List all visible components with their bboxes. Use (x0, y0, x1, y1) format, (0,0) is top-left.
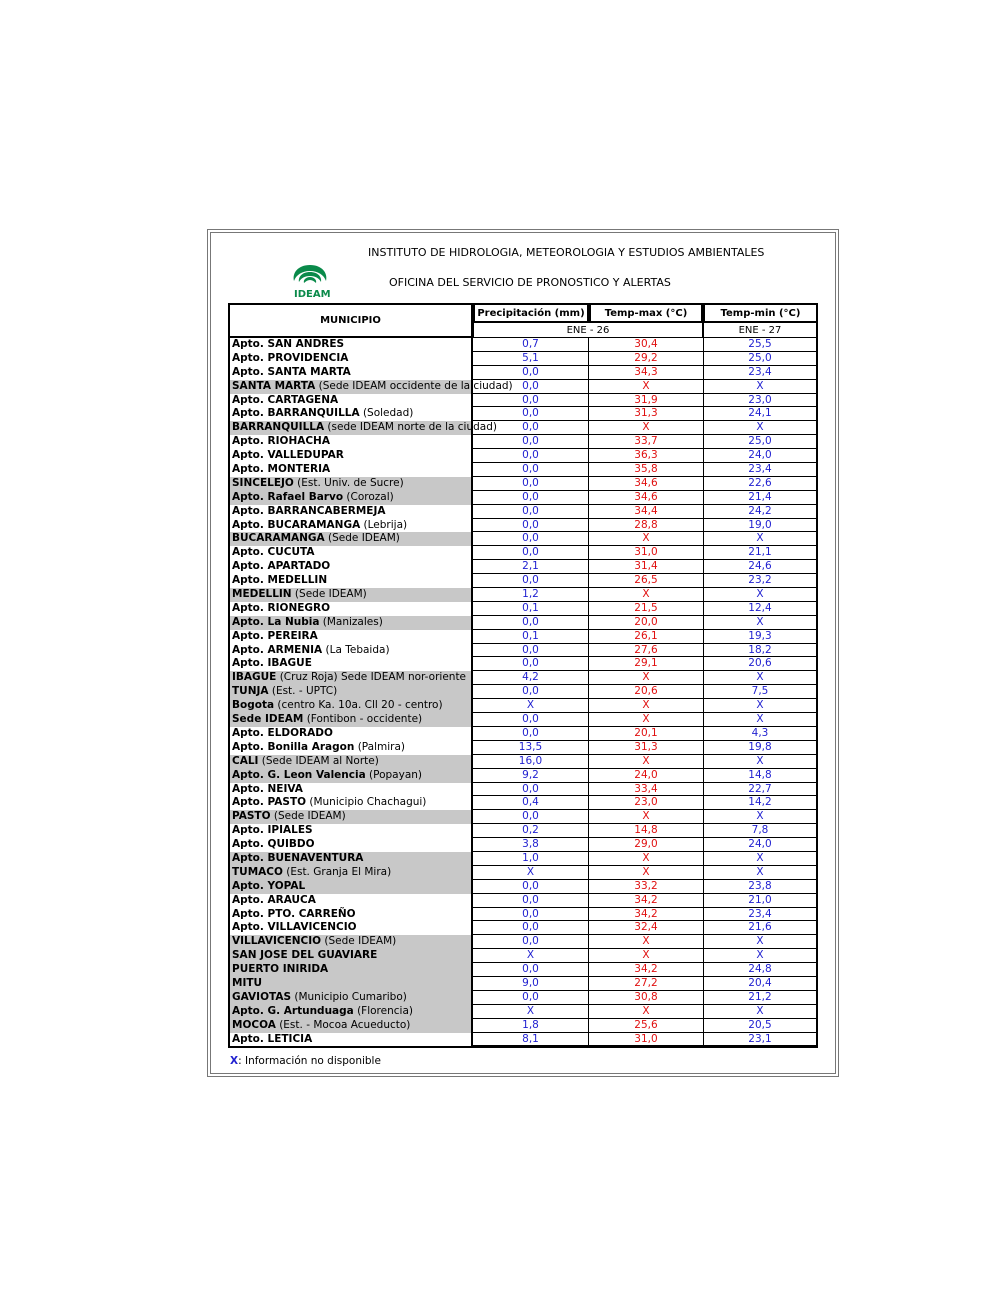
station-name: Apto. BARRANQUILLA (Soledad) (230, 407, 473, 421)
tmax-value: 34,6 (589, 491, 704, 505)
tmin-value: 18,2 (704, 644, 816, 658)
tmin-value: X (704, 588, 816, 602)
tmax-value: X (589, 852, 704, 866)
tmin-value: X (704, 421, 816, 435)
tmax-value: 31,9 (589, 394, 704, 408)
table-row (230, 838, 816, 852)
table-row (230, 713, 816, 727)
table-row (230, 519, 816, 533)
tmin-value: 25,5 (704, 338, 816, 352)
precip-value: 0,0 (473, 380, 589, 394)
precip-value: 0,0 (473, 963, 589, 977)
precip-value: 0,0 (473, 519, 589, 533)
station-name: Apto. PEREIRA (230, 630, 473, 644)
station-name: Apto. IPIALES (230, 824, 473, 838)
tmin-value: 23,4 (704, 366, 816, 380)
precip-value: 0,2 (473, 824, 589, 838)
table-row (230, 644, 816, 658)
table-row (230, 727, 816, 741)
precip-value: 0,0 (473, 657, 589, 671)
tmin-value: X (704, 866, 816, 880)
tmin-value: X (704, 699, 816, 713)
tmin-value: 25,0 (704, 435, 816, 449)
table-row (230, 796, 816, 810)
station-name: Apto. Bonilla Aragon (Palmira) (230, 741, 473, 755)
tmin-value: 14,8 (704, 769, 816, 783)
precip-value: 9,2 (473, 769, 589, 783)
precip-value: 0,0 (473, 366, 589, 380)
station-name: BARRANQUILLA (sede IDEAM norte de la ciudad) (232, 421, 497, 434)
precip-value: 0,0 (473, 810, 589, 824)
precip-value: 0,0 (473, 394, 589, 408)
precip-value: 2,1 (473, 560, 589, 574)
tmin-value: 20,5 (704, 1019, 816, 1033)
station-name: Apto. G. Leon Valencia (Popayan) (230, 769, 473, 783)
station-name: Apto. PROVIDENCIA (230, 352, 473, 366)
tmax-value: 20,0 (589, 616, 704, 630)
tmax-value: 31,0 (589, 1033, 704, 1047)
tmax-value: 34,4 (589, 505, 704, 519)
station-name: SAN JOSE DEL GUAVIARE (230, 949, 473, 963)
tmax-value: 31,3 (589, 407, 704, 421)
table-row (230, 352, 816, 366)
tmin-value: X (704, 935, 816, 949)
precip-value: 0,0 (473, 921, 589, 935)
station-name: Apto. La Nubia (Manizales) (230, 616, 473, 630)
precip-value: 0,0 (473, 644, 589, 658)
precip-value: X (473, 699, 589, 713)
tmax-value: X (589, 713, 704, 727)
tmax-value: 36,3 (589, 449, 704, 463)
tmax-value: 34,3 (589, 366, 704, 380)
station-name: Apto. RIONEGRO (230, 602, 473, 616)
station-name: Apto. CARTAGENA (230, 394, 473, 408)
tmin-value: 24,8 (704, 963, 816, 977)
table-row (230, 894, 816, 908)
table-row (230, 1005, 816, 1019)
precip-value: 0,0 (473, 991, 589, 1005)
table-row (230, 769, 816, 783)
tmax-value: 34,2 (589, 963, 704, 977)
station-name: Apto. BARRANCABERMEJA (230, 505, 473, 519)
date-header-2: ENE - 27 (703, 323, 818, 338)
precip-value: 0,0 (473, 574, 589, 588)
precip-value: 0,0 (473, 685, 589, 699)
table-row (230, 546, 816, 560)
data-table (228, 338, 818, 1048)
table-row (230, 755, 816, 769)
legend-symbol: X (230, 1055, 239, 1067)
column-header-tmin: Temp-min (°C) (703, 303, 818, 323)
tmin-value: 23,8 (704, 880, 816, 894)
station-name: Apto. G. Artunduaga (Florencia) (230, 1005, 473, 1019)
station-name: Sede IDEAM (Fontibon - occidente) (230, 713, 473, 727)
table-row (230, 338, 816, 352)
tmax-value: X (589, 421, 704, 435)
tmin-value: 23,4 (704, 463, 816, 477)
precip-value: 0,0 (473, 491, 589, 505)
tmax-value: 20,1 (589, 727, 704, 741)
table-row (230, 1033, 816, 1047)
station-name: Apto. MONTERIA (230, 463, 473, 477)
precip-value: 0,0 (473, 407, 589, 421)
tmin-value: 7,8 (704, 824, 816, 838)
tmin-value: 20,6 (704, 657, 816, 671)
station-name: Apto. BUCARAMANGA (Lebrija) (230, 519, 473, 533)
tmax-value: X (589, 532, 704, 546)
station-name: Apto. APARTADO (230, 560, 473, 574)
precip-value: 5,1 (473, 352, 589, 366)
table-row (230, 671, 816, 685)
tmin-value: 19,8 (704, 741, 816, 755)
tmax-value: X (589, 1005, 704, 1019)
tmax-value: 34,2 (589, 908, 704, 922)
table-row (230, 866, 816, 880)
precip-value: 0,4 (473, 796, 589, 810)
station-name: Apto. YOPAL (230, 880, 473, 894)
tmin-value: X (704, 852, 816, 866)
table-row (230, 935, 816, 949)
institute-title: INSTITUTO DE HIDROLOGIA, METEOROLOGIA Y ESTUDIOS AMBIENTALES (368, 246, 765, 259)
tmax-value: 33,7 (589, 435, 704, 449)
tmax-value: 29,0 (589, 838, 704, 852)
precip-value: 16,0 (473, 755, 589, 769)
precip-value: 1,8 (473, 1019, 589, 1033)
tmin-value: X (704, 810, 816, 824)
tmin-value: 22,6 (704, 477, 816, 491)
precip-value: 0,0 (473, 783, 589, 797)
tmin-value: X (704, 616, 816, 630)
table-row (230, 810, 816, 824)
precip-value: 0,0 (473, 463, 589, 477)
station-name: Apto. PTO. CARREÑO (230, 908, 473, 922)
precip-value: 1,0 (473, 852, 589, 866)
tmax-value: 26,5 (589, 574, 704, 588)
column-header-tmax: Temp-max (°C) (589, 303, 703, 323)
tmax-value: 21,5 (589, 602, 704, 616)
tmax-value: 27,2 (589, 977, 704, 991)
tmin-value: 21,1 (704, 546, 816, 560)
precip-value: 0,0 (473, 713, 589, 727)
table-row (230, 366, 816, 380)
table-row (230, 921, 816, 935)
tmax-value: X (589, 949, 704, 963)
station-name: IBAGUE (Cruz Roja) Sede IDEAM nor-oriente (230, 671, 473, 685)
tmax-value: 29,2 (589, 352, 704, 366)
table-row (230, 630, 816, 644)
station-name: Apto. BUENAVENTURA (230, 852, 473, 866)
station-name: Apto. ARMENIA (La Tebaida) (230, 644, 473, 658)
table-row (230, 449, 816, 463)
precip-value: 0,7 (473, 338, 589, 352)
table-row (230, 394, 816, 408)
tmin-value: 21,4 (704, 491, 816, 505)
tmin-value: X (704, 380, 816, 394)
tmin-value: X (704, 755, 816, 769)
tmax-value: X (589, 671, 704, 685)
station-name: PUERTO INIRIDA (230, 963, 473, 977)
tmax-value: X (589, 588, 704, 602)
tmax-value: 20,6 (589, 685, 704, 699)
tmin-value: 14,2 (704, 796, 816, 810)
table-row (230, 380, 816, 394)
tmin-value: 23,2 (704, 574, 816, 588)
tmin-value: 4,3 (704, 727, 816, 741)
tmax-value: 35,8 (589, 463, 704, 477)
logo-text: IDEAM (294, 289, 331, 300)
precip-value: 0,0 (473, 727, 589, 741)
tmin-value: 21,2 (704, 991, 816, 1005)
table-row (230, 602, 816, 616)
precip-value: 0,1 (473, 630, 589, 644)
tmin-value: 23,0 (704, 394, 816, 408)
table-row (230, 463, 816, 477)
station-name: Apto. ELDORADO (230, 727, 473, 741)
tmax-value: 32,4 (589, 921, 704, 935)
table-row (230, 532, 816, 546)
table-row (230, 685, 816, 699)
precip-value: 0,0 (473, 505, 589, 519)
station-name: Apto. LETICIA (230, 1033, 473, 1047)
tmin-value: X (704, 713, 816, 727)
tmin-value: 23,4 (704, 908, 816, 922)
station-name: Apto. SAN ANDRES (230, 338, 473, 352)
precip-value: 3,8 (473, 838, 589, 852)
precip-value: 8,1 (473, 1033, 589, 1047)
precip-value: 9,0 (473, 977, 589, 991)
station-name: TUNJA (Est. - UPTC) (230, 685, 473, 699)
tmax-value: 28,8 (589, 519, 704, 533)
tmax-value: X (589, 699, 704, 713)
legend-text: : Información no disponible (238, 1055, 381, 1067)
tmax-value: 31,0 (589, 546, 704, 560)
table-row (230, 588, 816, 602)
precip-value: 0,0 (473, 908, 589, 922)
precip-value: 0,0 (473, 532, 589, 546)
station-name: MITU (230, 977, 473, 991)
station-name: Apto. VALLEDUPAR (230, 449, 473, 463)
tmin-value: 19,0 (704, 519, 816, 533)
tmin-value: 7,5 (704, 685, 816, 699)
station-name: SANTA MARTA (Sede IDEAM occidente de la ciudad) (232, 379, 513, 392)
station-name: Apto. SANTA MARTA (230, 366, 473, 380)
station-name: TUMACO (Est. Granja El Mira) (230, 866, 473, 880)
station-name: Apto. PASTO (Municipio Chachagui) (230, 796, 473, 810)
tmax-value: 25,6 (589, 1019, 704, 1033)
table-row (230, 491, 816, 505)
tmax-value: 31,3 (589, 741, 704, 755)
tmin-value: X (704, 1005, 816, 1019)
tmax-value: X (589, 755, 704, 769)
column-header-precip: Precipitación (mm) (473, 303, 589, 323)
table-row (230, 574, 816, 588)
station-name: Apto. CUCUTA (230, 546, 473, 560)
tmin-value: 23,1 (704, 1033, 816, 1047)
precip-value: 0,0 (473, 894, 589, 908)
tmax-value: 34,2 (589, 894, 704, 908)
tmax-value: X (589, 810, 704, 824)
precip-value: X (473, 949, 589, 963)
station-name: MEDELLIN (Sede IDEAM) (230, 588, 473, 602)
station-name: CALI (Sede IDEAM al Norte) (230, 755, 473, 769)
station-name: Apto. ARAUCA (230, 894, 473, 908)
tmin-value: 21,0 (704, 894, 816, 908)
station-name: Apto. IBAGUE (230, 657, 473, 671)
station-name: Bogota (centro Ka. 10a. Cll 20 - centro) (230, 699, 473, 713)
date-header-1: ENE - 26 (473, 323, 703, 338)
station-name: Apto. QUIBDO (230, 838, 473, 852)
station-name: Apto. RIOHACHA (230, 435, 473, 449)
precip-value: X (473, 1005, 589, 1019)
precip-value: 1,2 (473, 588, 589, 602)
tmax-value: 14,8 (589, 824, 704, 838)
tmin-value: X (704, 671, 816, 685)
precip-value: 13,5 (473, 741, 589, 755)
table-row (230, 1019, 816, 1033)
column-header-municipio: MUNICIPIO (228, 303, 473, 338)
tmin-value: 22,7 (704, 783, 816, 797)
table-row (230, 657, 816, 671)
table-row (230, 852, 816, 866)
table-row (230, 880, 816, 894)
tmax-value: 33,4 (589, 783, 704, 797)
tmin-value: 12,4 (704, 602, 816, 616)
tmax-value: 31,4 (589, 560, 704, 574)
tmin-value: X (704, 532, 816, 546)
tmax-value: 26,1 (589, 630, 704, 644)
station-name: GAVIOTAS (Municipio Cumaribo) (230, 991, 473, 1005)
tmax-value: 27,6 (589, 644, 704, 658)
table-row (230, 977, 816, 991)
tmax-value: 33,2 (589, 880, 704, 894)
tmin-value: 24,2 (704, 505, 816, 519)
table-row (230, 477, 816, 491)
station-name: MOCOA (Est. - Mocoa Acueducto) (230, 1019, 473, 1033)
table-row (230, 435, 816, 449)
table-row (230, 699, 816, 713)
tmax-value: X (589, 935, 704, 949)
precip-value: X (473, 866, 589, 880)
office-title: OFICINA DEL SERVICIO DE PRONOSTICO Y ALERTAS (389, 276, 671, 289)
precip-value: 0,0 (473, 421, 589, 435)
precip-value: 0,0 (473, 935, 589, 949)
precip-value: 0,0 (473, 616, 589, 630)
station-name: PASTO (Sede IDEAM) (230, 810, 473, 824)
tmax-value: X (589, 380, 704, 394)
tmax-value: 24,0 (589, 769, 704, 783)
station-name: Apto. Rafael Barvo (Corozal) (230, 491, 473, 505)
station-name: SINCELEJO (Est. Univ. de Sucre) (230, 477, 473, 491)
tmin-value: 25,0 (704, 352, 816, 366)
station-name: BUCARAMANGA (Sede IDEAM) (230, 532, 473, 546)
tmax-value: 23,0 (589, 796, 704, 810)
table-row (230, 949, 816, 963)
tmax-value: 30,4 (589, 338, 704, 352)
precip-value: 0,0 (473, 880, 589, 894)
table-row (230, 616, 816, 630)
tmax-value: X (589, 866, 704, 880)
table-row (230, 908, 816, 922)
station-name: VILLAVICENCIO (Sede IDEAM) (230, 935, 473, 949)
station-name: Apto. VILLAVICENCIO (230, 921, 473, 935)
precip-value: 0,0 (473, 435, 589, 449)
legend (230, 1055, 381, 1067)
table-row (230, 824, 816, 838)
tmin-value: 24,0 (704, 449, 816, 463)
tmax-value: 34,6 (589, 477, 704, 491)
table-row (230, 407, 816, 421)
tmax-value: 30,8 (589, 991, 704, 1005)
table-row (230, 991, 816, 1005)
precip-value: 0,0 (473, 546, 589, 560)
precip-value: 0,1 (473, 602, 589, 616)
table-row (230, 783, 816, 797)
tmin-value: 24,0 (704, 838, 816, 852)
tmin-value: X (704, 949, 816, 963)
tmin-value: 24,6 (704, 560, 816, 574)
table-row (230, 963, 816, 977)
table-row (230, 421, 816, 435)
tmin-value: 19,3 (704, 630, 816, 644)
table-row (230, 741, 816, 755)
precip-value: 0,0 (473, 449, 589, 463)
precip-value: 0,0 (473, 477, 589, 491)
precip-value: 4,2 (473, 671, 589, 685)
tmax-value: 29,1 (589, 657, 704, 671)
tmin-value: 24,1 (704, 407, 816, 421)
table-row (230, 560, 816, 574)
station-name: Apto. MEDELLIN (230, 574, 473, 588)
table-row (230, 505, 816, 519)
tmin-value: 21,6 (704, 921, 816, 935)
tmin-value: 20,4 (704, 977, 816, 991)
station-name: Apto. NEIVA (230, 783, 473, 797)
